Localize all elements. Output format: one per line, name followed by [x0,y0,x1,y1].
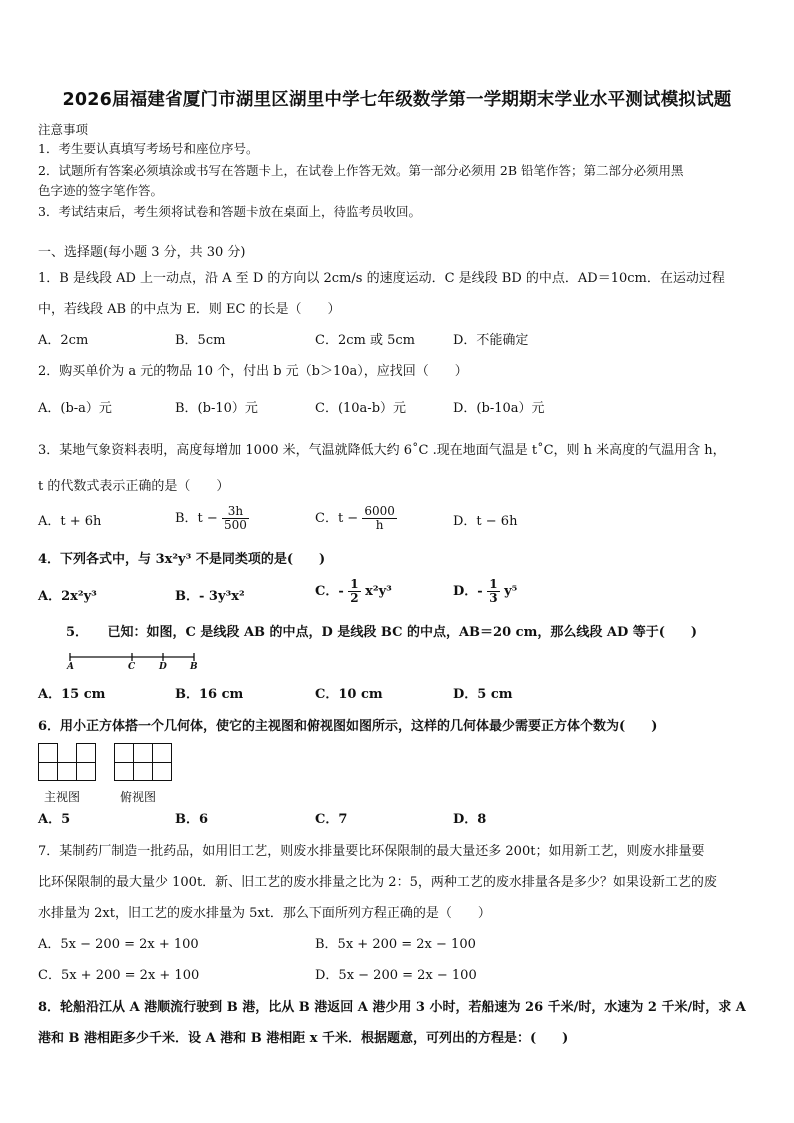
fraction [348,578,360,605]
front-view-grid [38,743,96,781]
fraction [222,505,249,532]
question-3-line1: 3．某地气象资料表明，高度每增加 1000 米，气温就降低大约 6˚C .现在地面气温是 t˚C，则 h 米高度的气温用含 h， [38,443,726,458]
q7-option-d: D．5x − 200 = 2x − 100 [315,968,477,983]
q4-option-d [453,578,517,605]
fraction [487,578,499,605]
q3-option-c-prefix: C．t − [315,511,359,526]
top-view-caption: 俯视图 [120,790,157,804]
question-8-line2: 港和 B 港相距多少千米．设 A 港和 B 港相距 x 千米．根据题意，可列出的方程是：( ) [38,1031,569,1046]
q2-option-c: C．(10a-b）元 [315,401,407,416]
q3-option-d: D．t − 6h [453,514,518,529]
q6-option-d: D．8 [453,812,487,827]
q4-option-b: B．- 3y³x² [175,589,245,604]
q3-option-a: A．t + 6h [38,514,102,529]
numerator: 1 [489,577,498,591]
q1-option-a: A．2cm [38,333,89,348]
point-label-b: B [190,662,198,672]
numerator: 1 [350,577,359,591]
notice-item: 2．试题所有答案必须填涂或书写在答题卡上，在试卷上作答无效。第一部分必须用 2B 铅笔作答；第二部分必须用黑 [38,163,684,178]
notice-heading: 注意事项 [38,122,89,137]
q6-option-a: A．5 [38,812,71,827]
grid-cell [114,762,134,781]
grid-cell [38,762,58,781]
page-title: 2026届福建省厦门市湖里区湖里中学七年级数学第一学期期末学业水平测试模拟试题 [62,90,732,110]
question-3-line2: t 的代数式表示正确的是（ ） [38,479,230,494]
q6-option-c: C．7 [315,812,348,827]
denominator: 2 [350,591,359,605]
q2-option-d: D．(b-10a）元 [453,401,545,416]
q6-option-b: B．6 [175,812,209,827]
notice-item: 1．考生要认真填写考场号和座位序号。 [38,141,259,156]
grid-cell [152,762,172,781]
question-1-line1: 1．B 是线段 AD 上一动点，沿 A 至 D 的方向以 2cm/s 的速度运动．C 是线段 BD 的中点．AD＝10cm．在运动过程 [38,271,725,286]
q4-option-d-prefix: D．- [453,584,483,599]
question-2-line1: 2．购买单价为 a 元的物品 10 个，付出 b 元（b＞10a），应找回（ ） [38,364,468,379]
grid-cell [152,743,172,763]
q1-option-c: C．2cm 或 5cm [315,333,415,348]
q4-option-a: A．2x²y³ [38,589,97,604]
q5-option-b: B．16 cm [175,687,244,702]
q5-option-d: D．5 cm [453,687,513,702]
q3-option-c [315,505,397,532]
question-7-line3: 水排量为 2xt，旧工艺的废水排量为 5xt．那么下面所列方程正确的是（ ） [38,906,491,921]
q7-option-a: A．5x − 200 = 2x + 100 [38,937,199,952]
fraction [362,505,397,532]
q2-option-a: A．(b-a）元 [38,401,112,416]
numerator: 3h [222,505,249,519]
question-1-line2: 中，若线段 AB 的中点为 E．则 EC 的长是（ ） [38,302,341,317]
grid-cell [76,762,96,781]
question-7-line1: 7．某制药厂制造一批药品，如用旧工艺，则废水排量要比环保限制的最大量还多 200t；如用新工艺，则废水排量要 [38,844,705,859]
question-4-line1: 4．下列各式中，与 3x²y³ 不是同类项的是( ) [38,552,326,567]
grid-cell [133,743,153,763]
denominator: 3 [489,591,498,605]
numerator: 6000 [364,504,395,518]
question-8-line1: 8．轮船沿江从 A 港顺流行驶到 B 港，比从 B 港返回 A 港少用 3 小时，若船速为 26 千米/时，水速为 2 千米/时，求 A [38,1000,746,1015]
question-5-line1: 5． 已知：如图，C 是线段 AB 的中点，D 是线段 BC 的中点，AB＝20 cm，那么线段 AD 等于( ) [66,625,698,640]
point-label-c: C [128,662,136,672]
grid-cell [114,743,134,763]
q1-option-b: B．5cm [175,333,226,348]
q1-option-d: D．不能确定 [453,333,529,348]
notice-item: 3．考试结束后，考生须将试卷和答题卡放在桌面上，待监考员收回。 [38,204,421,219]
q5-option-c: C．10 cm [315,687,383,702]
q3-option-b-prefix: B．t − [175,511,218,526]
q7-option-b: B．5x + 200 = 2x − 100 [315,937,476,952]
q4-option-c-prefix: C．- [315,584,344,599]
q4-option-c-suffix: x²y³ [365,584,392,599]
q7-option-c: C．5x + 200 = 2x + 100 [38,968,200,983]
q4-option-c [315,578,392,605]
grid-cell [133,762,153,781]
point-label-a: A [67,662,74,672]
grid-cell [76,743,96,763]
top-view-grid [114,743,172,781]
q2-option-b: B．(b-10）元 [175,401,258,416]
q3-option-b [175,505,249,532]
grid-cell [38,743,58,763]
front-view-caption: 主视图 [44,790,81,804]
grid-cell [57,762,77,781]
section-heading: 一、选择题(每小题 3 分，共 30 分) [38,245,246,260]
q4-option-d-suffix: y⁵ [504,584,518,599]
denominator: h [375,518,384,532]
question-6-line1: 6．用小正方体搭一个几何体，使它的主视图和俯视图如图所示，这样的几何体最少需要正方体个数为( ) [38,719,658,734]
point-label-d: D [159,662,167,672]
notice-item: 色字迹的签字笔作答。 [38,183,164,198]
question-7-line2: 比环保限制的最大量少 100t．新、旧工艺的废水排量之比为 2：5，两种工艺的废水排量各是多少？如果设新工艺的废 [38,875,717,890]
denominator: 500 [223,518,247,532]
q5-option-a: A．15 cm [38,687,106,702]
